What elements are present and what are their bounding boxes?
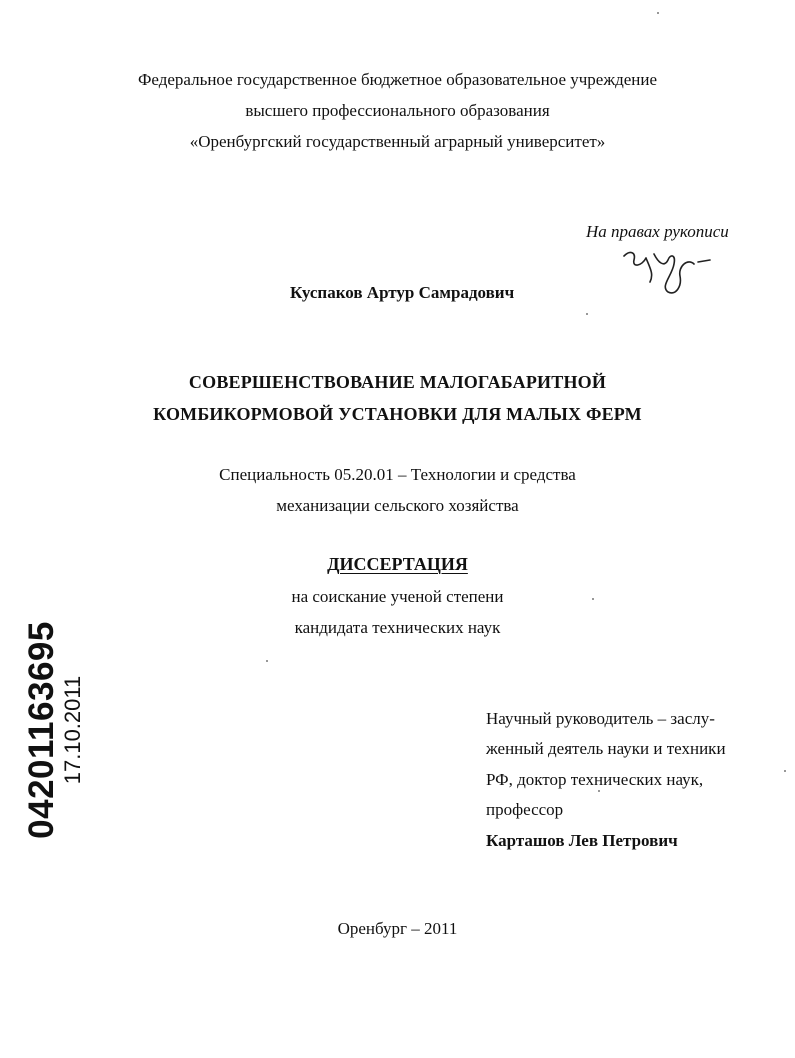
- stamp-date: 17.10.2011: [60, 675, 85, 785]
- document-type: ДИССЕРТАЦИЯ: [327, 554, 468, 574]
- degree-line-2: кандидата технических наук: [294, 618, 501, 637]
- specialty-line-1: Специальность 05.20.01 – Технологии и средства: [219, 465, 576, 484]
- scan-speck: [784, 770, 786, 772]
- title-line-2: КОМБИКОРМОВОЙ УСТАНОВКИ ДЛЯ МАЛЫХ ФЕРМ: [153, 404, 642, 424]
- scan-speck: [266, 660, 268, 662]
- scan-speck: [598, 790, 600, 792]
- institution-line-2: высшего профессионального образования: [245, 101, 550, 120]
- advisor-name: Карташов Лев Петрович: [486, 831, 678, 850]
- institution-line-1: Федеральное государственное бюджетное образовательное учреждение: [137, 70, 658, 89]
- institution-line-3: «Оренбургский государственный аграрный университет»: [189, 132, 606, 151]
- manuscript-note: На правах рукописи: [586, 222, 729, 241]
- stamp-number: 04201163695: [22, 621, 61, 839]
- advisor-line-3: РФ, доктор технических наук,: [486, 770, 704, 789]
- author-name: Куспаков Артур Самрадович: [290, 283, 515, 302]
- advisor-line-4: профессор: [486, 800, 564, 819]
- city-year: Оренбург – 2011: [337, 919, 458, 938]
- advisor-line-1: Научный руководитель – заслу-: [486, 709, 715, 728]
- author-signature: [620, 242, 716, 302]
- scan-speck: [592, 598, 594, 600]
- scan-speck: [657, 12, 659, 14]
- specialty-line-2: механизации сельского хозяйства: [276, 496, 519, 515]
- degree-line-1: на соискание ученой степени: [291, 587, 504, 606]
- title-line-1: СОВЕРШЕНСТВОВАНИЕ МАЛОГАБАРИТНОЙ: [188, 372, 607, 392]
- advisor-line-2: женный деятель науки и техники: [486, 739, 726, 758]
- scan-speck: [586, 313, 588, 315]
